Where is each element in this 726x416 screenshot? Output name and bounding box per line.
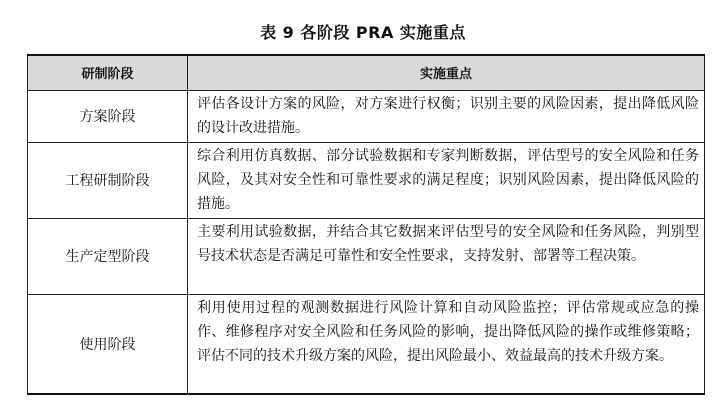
pra-focus-table (27, 54, 705, 395)
stage-cell: 方案阶段 (28, 90, 188, 142)
focus-cell: 利用使用过程的观测数据进行风险计算和自动风险监控；评估常规或应急的操作、维修程序对安全风险和任务风险的影响，提出降低风险的操作或维修策略；评估不同的技术升级方案的风险，提出风险最小、效益最高的技术升级方案。 (188, 294, 705, 394)
table-header-row (28, 55, 705, 90)
focus-cell: 主要利用试验数据，并结合其它数据来评估型号的安全风险和任务风险，判别型号技术状态是否满足可靠性和安全性要求，支持发射、部署等工程决策。 (188, 218, 705, 294)
stage-cell: 使用阶段 (28, 294, 188, 394)
table-row (28, 294, 705, 394)
focus-cell: 评估各设计方案的风险，对方案进行权衡；识别主要的风险因素，提出降低风险的设计改进措施。 (188, 90, 705, 142)
focus-cell: 综合利用仿真数据、部分试验数据和专家判断数据，评估型号的安全风险和任务风险，及其对安全性和可靠性要求的满足程度；识别风险因素，提出降低风险的措施。 (188, 142, 705, 218)
table-row (28, 90, 705, 142)
header-focus: 实施重点 (188, 55, 705, 90)
table-row (28, 218, 705, 294)
stage-cell: 生产定型阶段 (28, 218, 188, 294)
header-stage: 研制阶段 (28, 55, 188, 90)
table-caption: 表 9 各阶段 PRA 实施重点 (260, 23, 466, 42)
stage-cell: 工程研制阶段 (28, 142, 188, 218)
table-row (28, 142, 705, 218)
